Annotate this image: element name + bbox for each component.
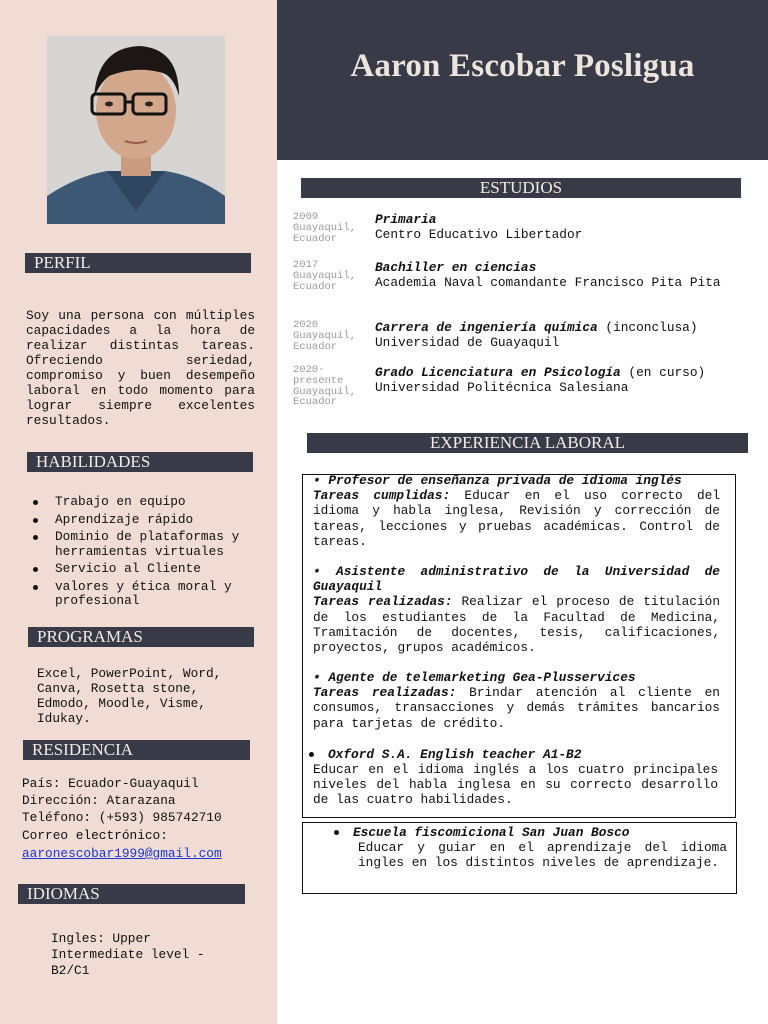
job-text: Educar en el uso correcto del idioma y habla inglesa, Revisión y corrección de tareas, lecciones y pruebas académicas. Control de tareas. (313, 488, 720, 549)
email-link[interactable]: aaronescobar1999@gmail.com (22, 846, 222, 861)
job-text: Educar y guiar en el aprendizaje del idioma ingles en los distintos niveles de aprendizaje. (358, 840, 727, 871)
bullet-icon (309, 752, 314, 757)
bullet-icon (334, 830, 339, 835)
education-title: Grado Licenciatura en Psicología (375, 365, 621, 380)
residencia-correo-label: Correo electrónico: (22, 828, 168, 843)
job-title: Escuela fiscomicional San Juan Bosco (353, 825, 630, 840)
programas-heading: PROGRAMAS (28, 627, 254, 647)
idiomas-text: Ingles: Upper Intermediate level - B2/C1 (51, 931, 205, 978)
education-year: 2020 Guayaquil, Ecuador (293, 319, 357, 353)
residencia-direccion: Dirección: Atarazana (22, 793, 176, 808)
job-item: • Asistente administrativo de la Universidad de Guayaquil Tareas realizadas: Realizar el proceso de titulación de los estudiantes de la Facultad de Medicina, Tramitación de docentes, tesis, calificaciones, proyectos, grupos académicos. (313, 564, 721, 656)
residencia-heading: RESIDENCIA (23, 740, 250, 760)
skills-list (32, 495, 264, 612)
profile-photo (47, 36, 225, 224)
list-item: Dominio de plataformas y herramientas virtuales (32, 530, 264, 559)
residencia-pais: País: Ecuador-Guayaquil (22, 776, 199, 791)
job-title: Asistente administrativo de la Universidad de Guayaquil (313, 564, 720, 595)
job-label: Tareas realizadas: (313, 685, 457, 701)
education-title: Carrera de ingeniería química (375, 320, 598, 335)
job-item (309, 747, 721, 762)
job-label: Tareas realizadas: (313, 594, 453, 610)
job-title: Oxford S.A. English teacher A1-B2 (328, 747, 582, 762)
education-institution: Centro Educativo Libertador (375, 227, 583, 242)
perfil-text: Soy una persona con múltiples capacidades a la hora de realizar distintas tareas. Ofreciendo seriedad, compromiso y buen desempeño laboral en todo momento para lograr siempre excelentes resultados. (26, 308, 255, 428)
education-title: Bachiller en ciencias (375, 260, 537, 275)
job-text: Brindar atención al cliente en consumos, transacciones y demás trámites bancarios para tarjetas de crédito. (313, 685, 720, 731)
list-item: Aprendizaje rápido (32, 513, 264, 528)
job-label: Tareas cumplidas: (313, 488, 451, 504)
education-institution: Universidad de Guayaquil (375, 335, 560, 350)
job-title: Agente de telemarketing Gea-Plusservices (328, 670, 636, 685)
job-item: • Agente de telemarketing Gea-Plusservices Tareas realizadas: Brindar atención al cliente en consumos, transacciones y demás trámites bancarios para tarjetas de crédito. (313, 670, 720, 731)
programas-text: Excel, PowerPoint, Word, Canva, Rosetta stone, Edmodo, Moodle, Visme, Idukay. (37, 666, 222, 726)
job-item (334, 825, 729, 840)
education-institution: Academia Naval comandante Francisco Pita Pita (375, 275, 721, 290)
education-institution: Universidad Politécnica Salesiana (375, 380, 629, 395)
list-item: valores y ética moral y profesional (32, 580, 264, 609)
habilidades-heading: HABILIDADES (27, 452, 253, 472)
estudios-heading: ESTUDIOS (301, 178, 741, 198)
experiencia-heading: EXPERIENCIA LABORAL (307, 433, 748, 453)
list-item: Trabajo en equipo (32, 495, 264, 510)
person-name: Aaron Escobar Posligua (350, 48, 695, 84)
idiomas-heading: IDIOMAS (18, 884, 245, 904)
residencia-telefono: Teléfono: (+593) 985742710 (22, 810, 222, 825)
education-title: Primaria (375, 212, 437, 227)
job-item: • Profesor de enseñanza privada de idioma inglés Tareas cumplidas: Educar en el uso correcto del idioma y habla inglesa, Revisión y corrección de tareas, lecciones y pruebas académicas. Control de tareas. (313, 473, 720, 549)
education-year: 2020-presente Guayaquil, Ecuador (293, 364, 357, 409)
job-text: Educar en el idioma inglés a los cuatro principales niveles del habla inglesa en su correcto desarrollo de las cuatro habilidades. (313, 762, 718, 808)
job-text: Realizar el proceso de titulación de los estudiantes de la Facultad de Medicina, Tramitación de docentes, tesis, calificaciones, proyectos, grupos académicos. (313, 594, 721, 656)
header-banner (277, 0, 768, 160)
education-year: 2009 Guayaquil, Ecuador (293, 211, 357, 245)
list-item: Servicio al Cliente (32, 562, 264, 577)
perfil-heading: PERFIL (25, 253, 251, 273)
education-year: 2017 Guayaquil, Ecuador (293, 259, 357, 293)
job-title: Profesor de enseñanza privada de idioma inglés (328, 473, 682, 488)
